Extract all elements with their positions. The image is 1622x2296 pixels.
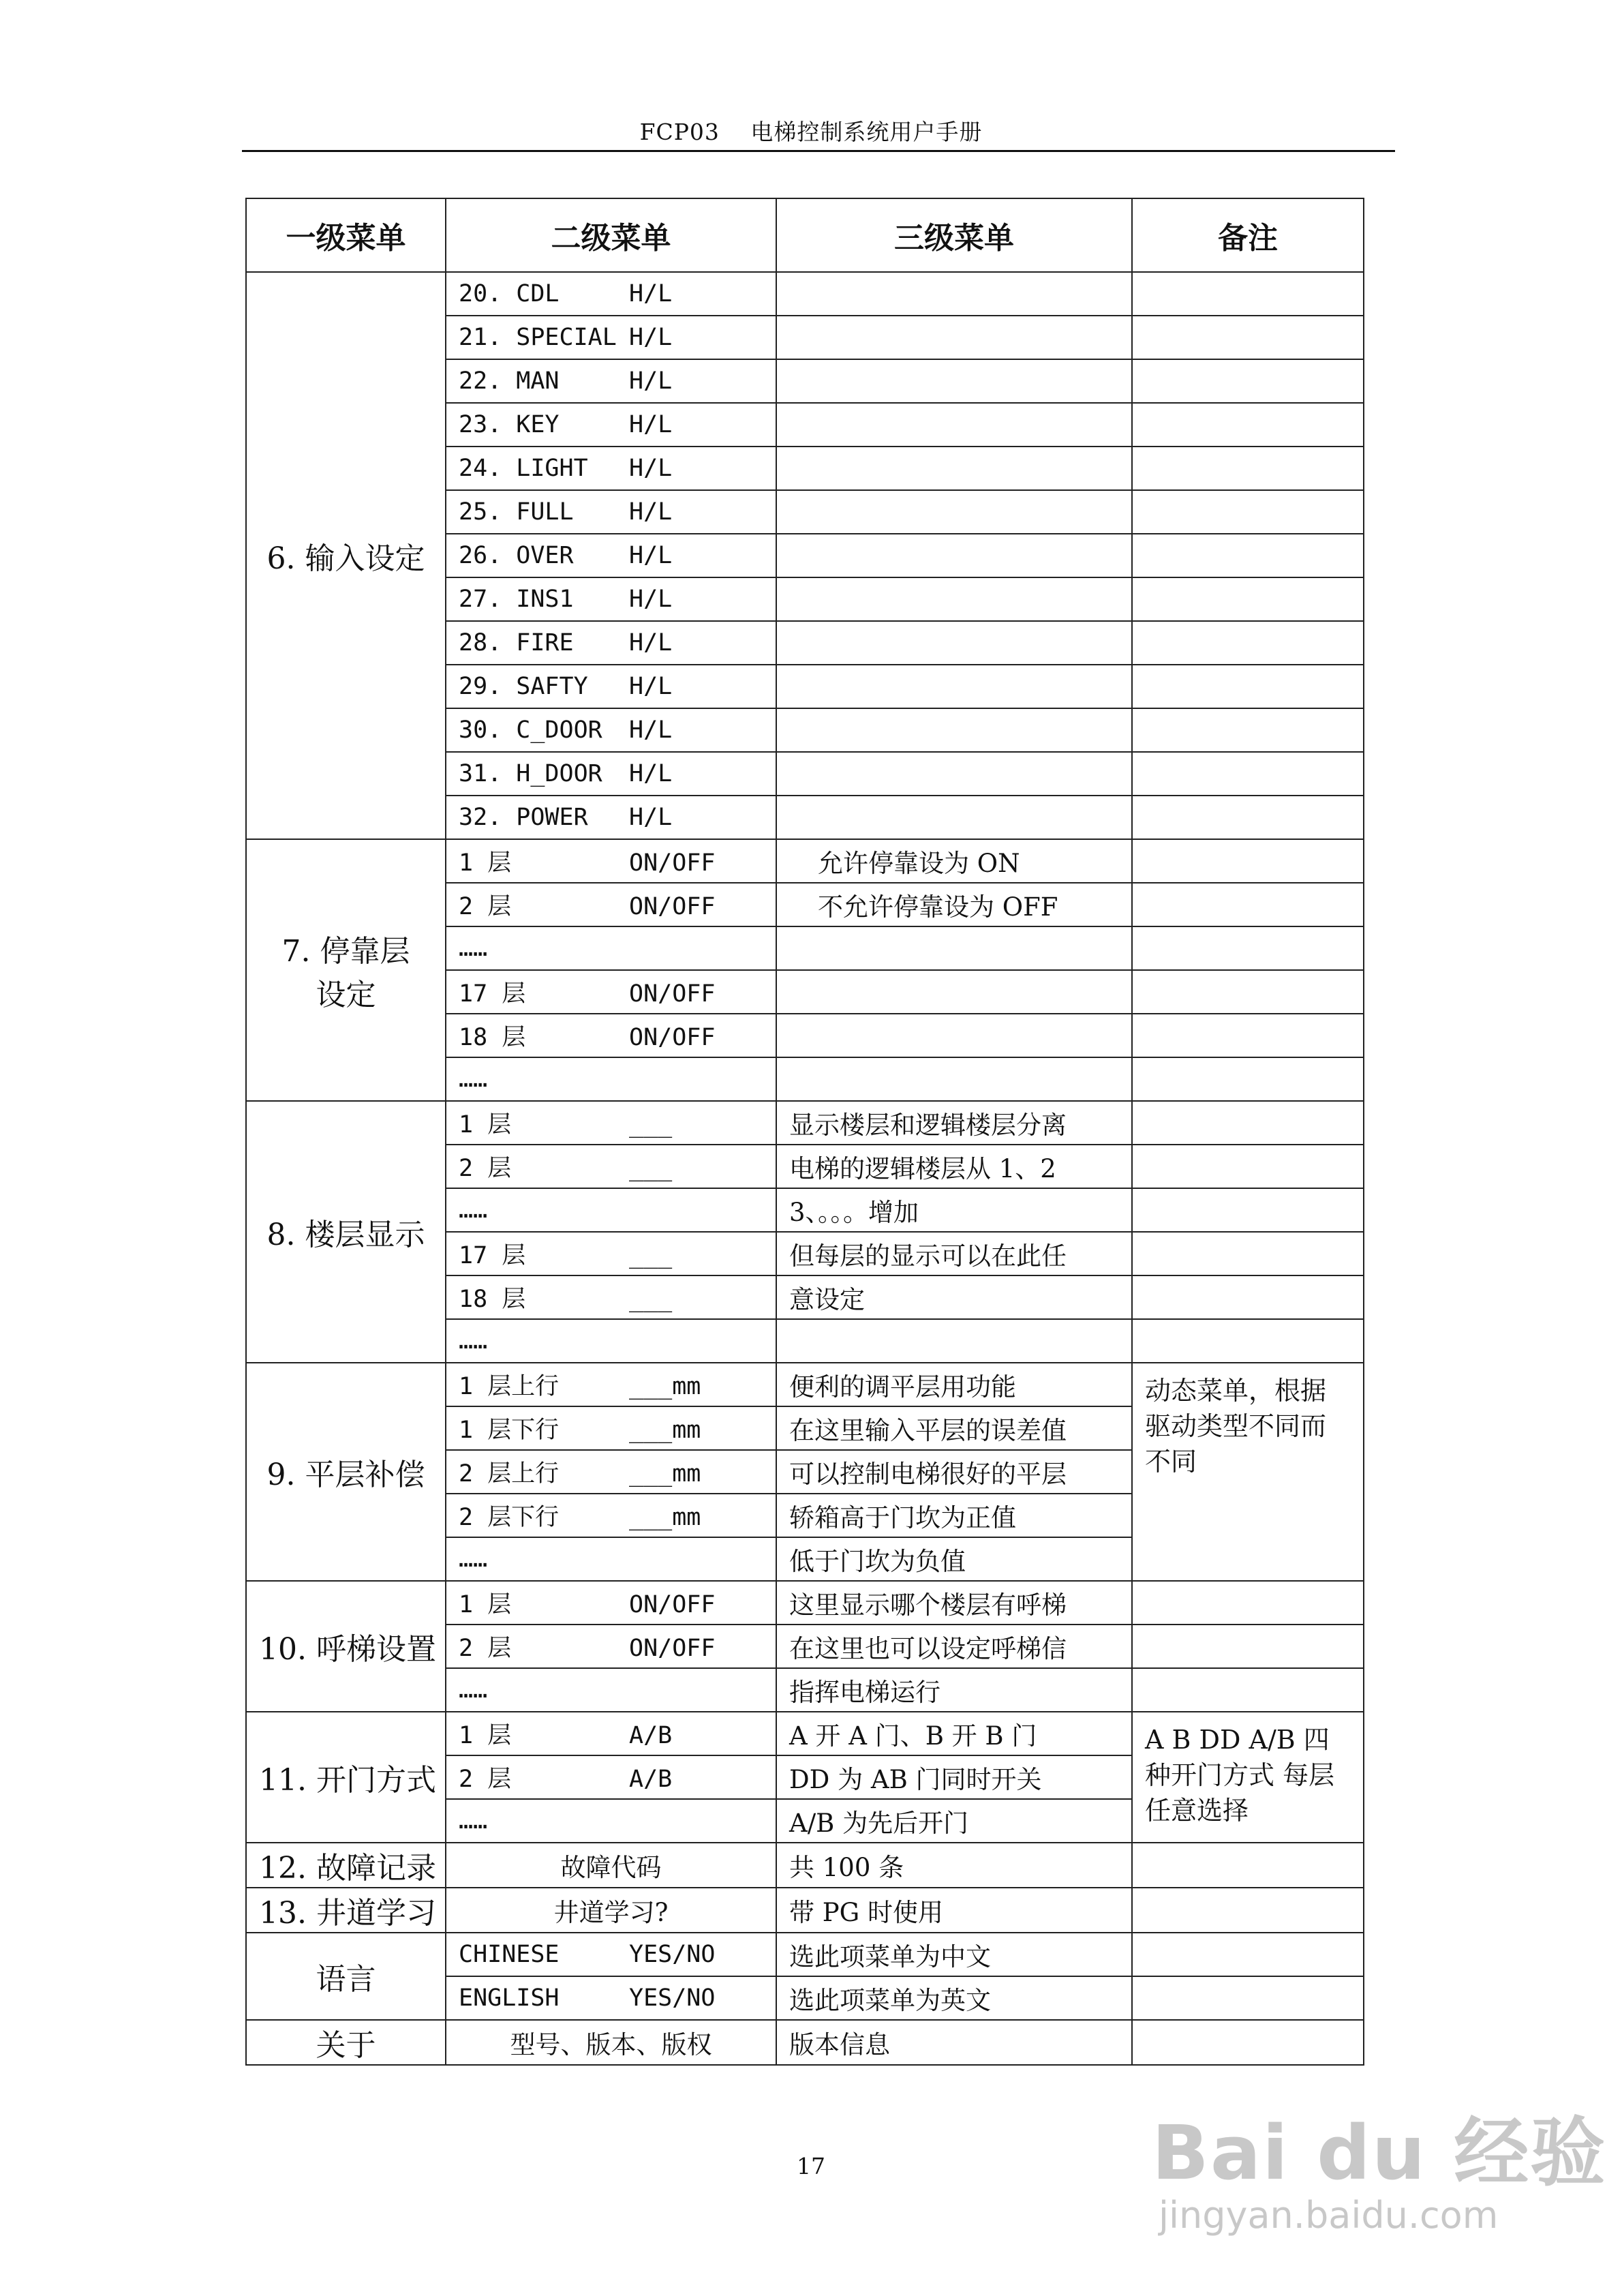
level2-item: 31. H_DOOR bbox=[459, 760, 602, 787]
page-header: FCP03 电梯控制系统用户手册 bbox=[639, 119, 983, 145]
level2-value: ON/OFF bbox=[629, 893, 716, 920]
level3-cell bbox=[776, 272, 1132, 316]
level2-cell bbox=[446, 1319, 776, 1363]
level3-cell bbox=[776, 752, 1132, 796]
level3-cell: 带 PG 时使用 bbox=[776, 1888, 1132, 1933]
level2-cell bbox=[446, 839, 776, 883]
note-cell bbox=[1132, 665, 1364, 708]
level2-cell bbox=[446, 359, 776, 403]
level2-value: ON/OFF bbox=[629, 849, 716, 877]
table-row bbox=[246, 1363, 1364, 1406]
level2-cell bbox=[446, 1933, 776, 1976]
level2-cell bbox=[446, 1799, 776, 1843]
level2-cell bbox=[446, 796, 776, 839]
level2-item: 1 层 bbox=[459, 1722, 512, 1749]
level2-cell bbox=[446, 1232, 776, 1275]
level2-cell bbox=[446, 1406, 776, 1450]
note-cell bbox=[1132, 926, 1364, 970]
level2-cell bbox=[446, 1275, 776, 1319]
table-row bbox=[246, 1712, 1364, 1755]
level2-value: H/L bbox=[629, 586, 673, 613]
level2-cell bbox=[446, 1755, 776, 1799]
level3-cell: 轿箱高于门坎为正值 bbox=[776, 1494, 1132, 1537]
level2-value: A/B bbox=[629, 1722, 673, 1749]
note-cell bbox=[1132, 534, 1364, 577]
watermark-brand: Bai du 经验 bbox=[1152, 2109, 1607, 2196]
level2-item: 23. KEY bbox=[459, 411, 560, 438]
note-cell: 动态菜单，根据驱动类型不同而不同 bbox=[1132, 1363, 1364, 1581]
level2-item: …… bbox=[459, 1196, 488, 1224]
level2-cell bbox=[446, 447, 776, 490]
level2-item: ENGLISH bbox=[459, 1984, 560, 2012]
level3-cell: A 开 A 门、B 开 B 门 bbox=[776, 1712, 1132, 1755]
level2-item: 25. FULL bbox=[459, 498, 574, 526]
level3-cell: 允许停靠设为 ON bbox=[776, 839, 1132, 883]
level3-cell: 低于门坎为负值 bbox=[776, 1537, 1132, 1581]
level1-cell: 9. 平层补偿 bbox=[246, 1363, 446, 1581]
note-cell bbox=[1132, 1319, 1364, 1363]
level2-cell bbox=[446, 490, 776, 534]
note-cell bbox=[1132, 490, 1364, 534]
level2-cell bbox=[446, 1450, 776, 1494]
level2-cell bbox=[446, 534, 776, 577]
note-cell bbox=[1132, 316, 1364, 359]
level2-item: 1 层 bbox=[459, 1111, 512, 1138]
level2-item: 29. SAFTY bbox=[459, 673, 588, 700]
level2-item: 18 层 bbox=[459, 1024, 526, 1051]
level3-cell: 这里显示哪个楼层有呼梯 bbox=[776, 1581, 1132, 1625]
level2-value: H/L bbox=[629, 804, 673, 831]
level2-value: H/L bbox=[629, 324, 673, 351]
level1-cell: 8. 楼层显示 bbox=[246, 1101, 446, 1363]
level3-cell bbox=[776, 926, 1132, 970]
level2-item: 20. CDL bbox=[459, 280, 560, 307]
level3-cell: DD 为 AB 门同时开关 bbox=[776, 1755, 1132, 1799]
level1-cell: 11. 开门方式 bbox=[246, 1712, 446, 1843]
level2-cell bbox=[446, 403, 776, 447]
table-row bbox=[246, 1843, 1364, 1888]
note-cell bbox=[1132, 2020, 1364, 2065]
table-row bbox=[246, 272, 1364, 316]
level3-cell bbox=[776, 534, 1132, 577]
level2-value: ___ bbox=[629, 1242, 673, 1269]
level2-cell bbox=[446, 1537, 776, 1581]
header-level2: 二级菜单 bbox=[446, 198, 776, 272]
level1-cell bbox=[246, 839, 446, 1101]
note-cell bbox=[1132, 621, 1364, 665]
header-rule bbox=[242, 150, 1395, 152]
level2-cell bbox=[446, 1188, 776, 1232]
level2-cell: 井道学习? bbox=[446, 1888, 776, 1933]
level2-item: 1 层上行 bbox=[459, 1373, 560, 1400]
table-row bbox=[246, 1888, 1364, 1933]
level2-cell bbox=[446, 665, 776, 708]
level2-value: A/B bbox=[629, 1766, 673, 1793]
level1-cell: 12. 故障记录 bbox=[246, 1843, 446, 1888]
level2-item: 32. POWER bbox=[459, 804, 588, 831]
note-cell bbox=[1132, 1625, 1364, 1668]
level3-cell: 不允许停靠设为 OFF bbox=[776, 883, 1132, 926]
level3-cell bbox=[776, 316, 1132, 359]
level3-cell bbox=[776, 708, 1132, 752]
note-cell bbox=[1132, 577, 1364, 621]
level1-cell: 13. 井道学习 bbox=[246, 1888, 446, 1933]
level2-value: H/L bbox=[629, 673, 673, 700]
level1-label-line1: 7. 停靠层 bbox=[281, 934, 410, 969]
note-cell bbox=[1132, 403, 1364, 447]
level2-value: H/L bbox=[629, 411, 673, 438]
level2-item: 2 层 bbox=[459, 893, 512, 920]
level3-cell bbox=[776, 970, 1132, 1014]
menu-table bbox=[245, 198, 1364, 2066]
table-row bbox=[246, 1581, 1364, 1625]
header-level3: 三级菜单 bbox=[776, 198, 1132, 272]
level2-value: H/L bbox=[629, 760, 673, 787]
note-cell bbox=[1132, 1976, 1364, 2020]
level3-cell: 显示楼层和逻辑楼层分离 bbox=[776, 1101, 1132, 1145]
level3-cell: 选此项菜单为英文 bbox=[776, 1976, 1132, 2020]
level2-item: 1 层 bbox=[459, 1591, 512, 1618]
note-cell bbox=[1132, 1668, 1364, 1712]
note-cell: A B DD A/B 四种开门方式 每层任意选择 bbox=[1132, 1712, 1364, 1843]
level1-cell: 6. 输入设定 bbox=[246, 272, 446, 839]
level2-value: H/L bbox=[629, 498, 673, 526]
level3-cell: 但每层的显示可以在此任 bbox=[776, 1232, 1132, 1275]
table-row bbox=[246, 1101, 1364, 1145]
note-cell bbox=[1132, 970, 1364, 1014]
table-body bbox=[246, 272, 1364, 2065]
table-row bbox=[246, 2020, 1364, 2065]
level2-item: 27. INS1 bbox=[459, 586, 574, 613]
level2-value: ___ bbox=[629, 1111, 673, 1138]
note-cell bbox=[1132, 447, 1364, 490]
level2-cell bbox=[446, 1145, 776, 1188]
level2-item: 2 层 bbox=[459, 1766, 512, 1793]
header-note: 备注 bbox=[1132, 198, 1364, 272]
level2-item: 2 层下行 bbox=[459, 1504, 560, 1531]
level2-item: 1 层 bbox=[459, 849, 512, 877]
level2-cell bbox=[446, 1976, 776, 2020]
note-cell bbox=[1132, 1843, 1364, 1888]
level2-cell bbox=[446, 1363, 776, 1406]
level2-item: CHINESE bbox=[459, 1941, 560, 1968]
level3-cell bbox=[776, 490, 1132, 534]
level3-cell bbox=[776, 359, 1132, 403]
level3-cell bbox=[776, 403, 1132, 447]
note-cell bbox=[1132, 272, 1364, 316]
level2-item: …… bbox=[459, 935, 488, 962]
level2-item: …… bbox=[459, 1676, 488, 1704]
table-row bbox=[246, 1933, 1364, 1976]
table-header-row bbox=[246, 198, 1364, 272]
level2-cell bbox=[446, 708, 776, 752]
level3-cell: A/B 为先后开门 bbox=[776, 1799, 1132, 1843]
level2-item: 2 层 bbox=[459, 1155, 512, 1182]
level3-cell: 选此项菜单为中文 bbox=[776, 1933, 1132, 1976]
level2-value: ___ bbox=[629, 1155, 673, 1182]
level2-item: 2 层上行 bbox=[459, 1460, 560, 1487]
level2-cell bbox=[446, 1668, 776, 1712]
level2-item: 18 层 bbox=[459, 1286, 526, 1313]
level3-cell: 共 100 条 bbox=[776, 1843, 1132, 1888]
level2-value: ___mm bbox=[629, 1417, 701, 1444]
level2-item: 22. MAN bbox=[459, 367, 560, 395]
level2-value: ___mm bbox=[629, 1460, 701, 1487]
note-cell bbox=[1132, 1057, 1364, 1101]
level2-cell bbox=[446, 316, 776, 359]
level2-cell: 故障代码 bbox=[446, 1843, 776, 1888]
level2-value: H/L bbox=[629, 367, 673, 395]
note-cell bbox=[1132, 1581, 1364, 1625]
baidu-watermark bbox=[1152, 2093, 1606, 2237]
level2-value: H/L bbox=[629, 280, 673, 307]
note-cell bbox=[1132, 708, 1364, 752]
level3-cell bbox=[776, 577, 1132, 621]
level2-item: 2 层 bbox=[459, 1635, 512, 1662]
level1-cell: 10. 呼梯设置 bbox=[246, 1581, 446, 1712]
note-cell bbox=[1132, 752, 1364, 796]
level2-item: 1 层下行 bbox=[459, 1417, 560, 1444]
level2-cell bbox=[446, 1712, 776, 1755]
note-cell bbox=[1132, 1014, 1364, 1057]
level2-value: H/L bbox=[629, 716, 673, 744]
note-cell bbox=[1132, 1101, 1364, 1145]
watermark-url: jingyan.baidu.com bbox=[1159, 2194, 1499, 2237]
note-cell bbox=[1132, 1888, 1364, 1933]
level2-cell bbox=[446, 970, 776, 1014]
level1-cell: 语言 bbox=[246, 1933, 446, 2020]
level2-value: H/L bbox=[629, 629, 673, 656]
level2-value: ON/OFF bbox=[629, 1024, 716, 1051]
level3-cell: 意设定 bbox=[776, 1275, 1132, 1319]
level2-item: 26. OVER bbox=[459, 542, 574, 569]
level2-value: YES/NO bbox=[629, 1941, 716, 1968]
level2-value: H/L bbox=[629, 455, 673, 482]
level1-label-line2: 设定 bbox=[316, 978, 376, 1012]
level2-item: 28. FIRE bbox=[459, 629, 574, 656]
level2-item: 17 层 bbox=[459, 1242, 526, 1269]
level2-item: …… bbox=[459, 1327, 488, 1355]
level2-cell: 型号、版本、版权 bbox=[446, 2020, 776, 2065]
level3-cell bbox=[776, 1014, 1132, 1057]
level2-cell bbox=[446, 1014, 776, 1057]
level3-cell bbox=[776, 447, 1132, 490]
level3-cell: 3、。。。增加 bbox=[776, 1188, 1132, 1232]
level2-cell bbox=[446, 883, 776, 926]
level3-cell: 可以控制电梯很好的平层 bbox=[776, 1450, 1132, 1494]
level2-value: H/L bbox=[629, 542, 673, 569]
level2-cell bbox=[446, 1101, 776, 1145]
page-number: 17 bbox=[797, 2153, 825, 2179]
note-cell bbox=[1132, 883, 1364, 926]
header-level1: 一级菜单 bbox=[246, 198, 446, 272]
level2-item: …… bbox=[459, 1066, 488, 1093]
level2-value: ___mm bbox=[629, 1504, 701, 1531]
level2-item: 24. LIGHT bbox=[459, 455, 588, 482]
note-cell bbox=[1132, 1232, 1364, 1275]
level1-cell: 关于 bbox=[246, 2020, 446, 2065]
level2-value: ON/OFF bbox=[629, 1591, 716, 1618]
level3-cell: 在这里输入平层的误差值 bbox=[776, 1406, 1132, 1450]
note-cell bbox=[1132, 1275, 1364, 1319]
level2-value: ON/OFF bbox=[629, 980, 716, 1008]
table-row bbox=[246, 839, 1364, 883]
level3-cell: 指挥电梯运行 bbox=[776, 1668, 1132, 1712]
level2-cell bbox=[446, 1494, 776, 1537]
level2-cell bbox=[446, 1057, 776, 1101]
level2-value: ___mm bbox=[629, 1373, 701, 1400]
level2-cell bbox=[446, 1625, 776, 1668]
level3-cell: 便利的调平层用功能 bbox=[776, 1363, 1132, 1406]
level2-item: 17 层 bbox=[459, 980, 526, 1008]
note-cell bbox=[1132, 1145, 1364, 1188]
level2-item: …… bbox=[459, 1545, 488, 1573]
level2-cell bbox=[446, 621, 776, 665]
note-cell bbox=[1132, 1188, 1364, 1232]
level2-item: 21. SPECIAL bbox=[459, 324, 617, 351]
level2-cell bbox=[446, 577, 776, 621]
note-cell bbox=[1132, 1933, 1364, 1976]
note-cell bbox=[1132, 359, 1364, 403]
level2-cell bbox=[446, 272, 776, 316]
level3-cell: 电梯的逻辑楼层从 1、2 bbox=[776, 1145, 1132, 1188]
level2-value: YES/NO bbox=[629, 1984, 716, 2012]
level2-cell bbox=[446, 752, 776, 796]
level2-value: ___ bbox=[629, 1286, 673, 1313]
level2-item: …… bbox=[459, 1807, 488, 1834]
level3-cell bbox=[776, 1319, 1132, 1363]
note-cell bbox=[1132, 839, 1364, 883]
level3-cell bbox=[776, 665, 1132, 708]
level3-cell: 版本信息 bbox=[776, 2020, 1132, 2065]
level2-cell bbox=[446, 1581, 776, 1625]
level3-cell bbox=[776, 621, 1132, 665]
note-cell bbox=[1132, 796, 1364, 839]
level2-cell bbox=[446, 926, 776, 970]
level3-cell bbox=[776, 1057, 1132, 1101]
level3-cell bbox=[776, 796, 1132, 839]
level2-item: 30. C_DOOR bbox=[459, 716, 602, 744]
level3-cell: 在这里也可以设定呼梯信 bbox=[776, 1625, 1132, 1668]
level2-value: ON/OFF bbox=[629, 1635, 716, 1662]
